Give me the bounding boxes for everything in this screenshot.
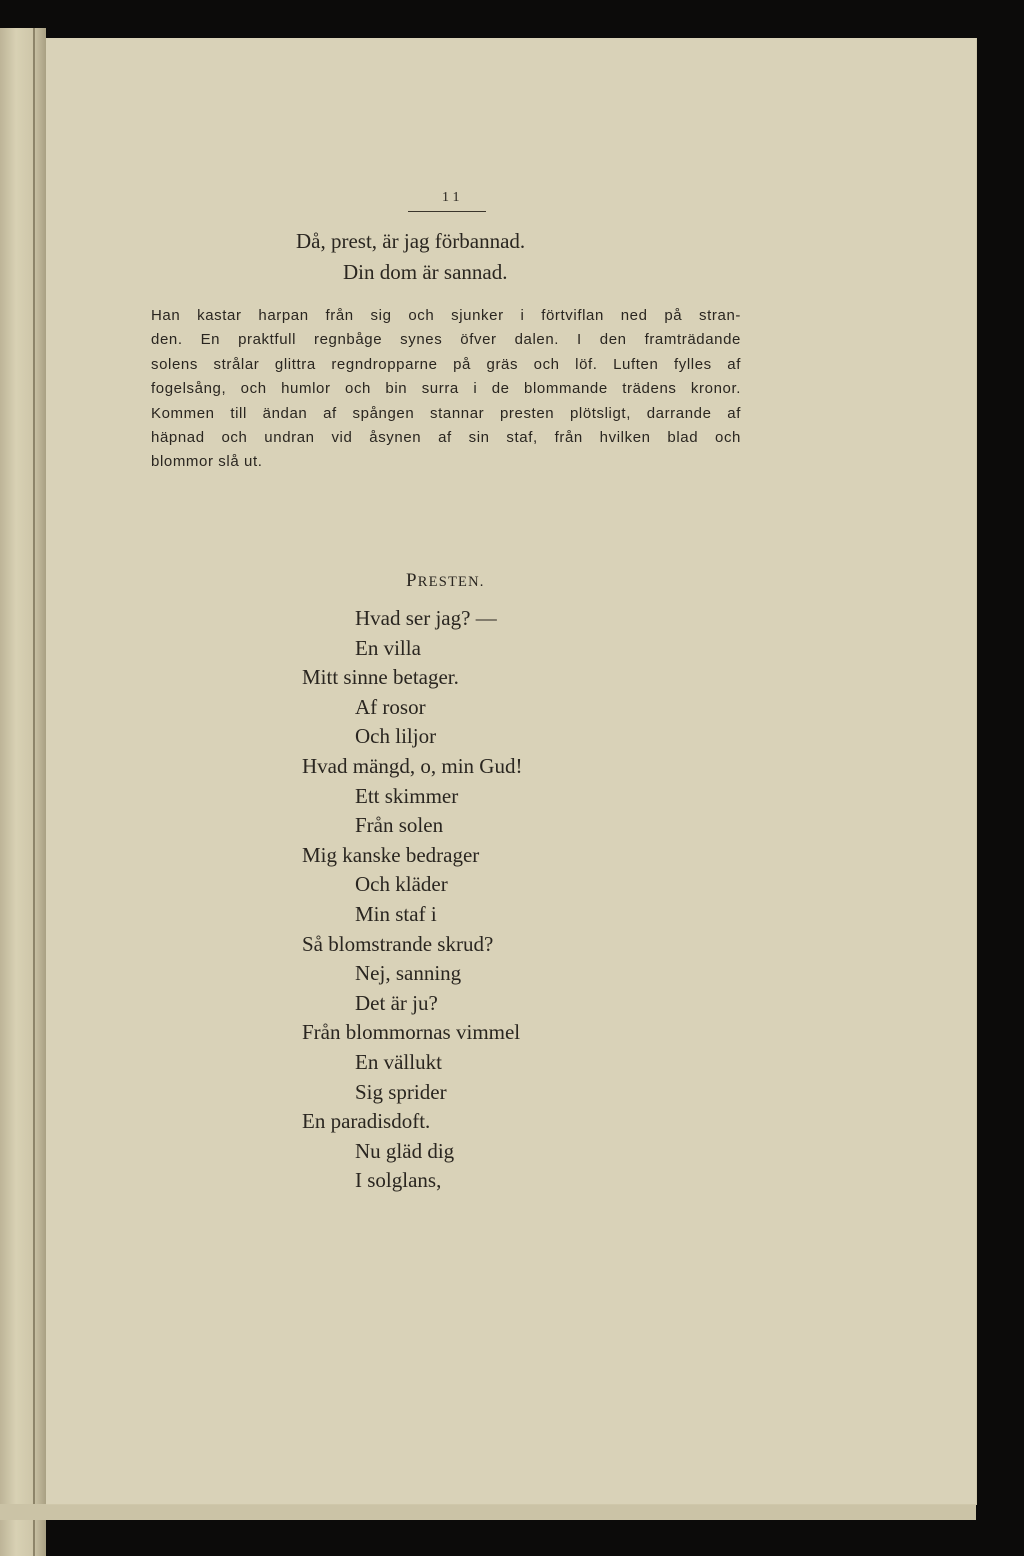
poem-line: Hvad ser jag? — bbox=[355, 606, 497, 630]
poem-line: Nej, sanning bbox=[355, 961, 462, 986]
page-number: 11 bbox=[442, 190, 464, 205]
poem-line: Från solen bbox=[355, 813, 444, 838]
poem-line: En paradisdoft. bbox=[302, 1109, 431, 1134]
page bbox=[46, 38, 977, 1505]
verse-line: Då, prest, är jag förbannad. bbox=[296, 229, 526, 253]
book-spine-edge bbox=[0, 28, 46, 1556]
stage-direction-line: Kommen till ändan af spången stannar presten plötsligt, darrande af bbox=[151, 404, 741, 422]
poem-line: Mitt sinne betager. bbox=[302, 665, 459, 690]
page-number-rule bbox=[408, 211, 486, 212]
poem-line: Nu gläd dig bbox=[355, 1138, 455, 1163]
poem-line: Från blommornas vimmel bbox=[302, 1020, 521, 1045]
spine-shadow-line bbox=[33, 28, 35, 1556]
speaker-heading bbox=[406, 570, 485, 592]
stage-direction-line: fogelsång, och humlor och bin surra i de blommande trädens kronor. bbox=[151, 380, 741, 398]
stage-direction-line: solens strålar glittra regndropparne på gräs och löf. Luften fylles af bbox=[151, 355, 741, 373]
stage-direction-line: den. En praktfull regnbåge synes öfver dalen. I den framträdande bbox=[151, 331, 741, 349]
stage-direction bbox=[151, 304, 741, 475]
poem-line: I solglans, bbox=[355, 1168, 442, 1193]
poem-line: Och kläder bbox=[355, 872, 448, 897]
speaker-name-rest: RESTEN. bbox=[417, 574, 485, 590]
poem-line: Ett skimmer bbox=[355, 783, 459, 808]
stage-direction-line: häpnad och undran vid åsynen af sin staf, från hvilken blad och bbox=[151, 429, 741, 447]
speaker-initial: P bbox=[406, 570, 418, 591]
poem-line: Min staf i bbox=[355, 902, 437, 926]
poem-line: Hvad mängd, o, min Gud! bbox=[302, 754, 523, 778]
poem-line: En villa bbox=[355, 635, 421, 660]
poem-line: Af rosor bbox=[355, 694, 426, 719]
poem-line: Sig sprider bbox=[355, 1079, 447, 1104]
poem-line: Så blomstrande skrud? bbox=[302, 931, 494, 956]
stage-direction-line: Han kastar harpan från sig och sjunker i förtviflan ned på stran- bbox=[151, 307, 741, 324]
poem-line: Och liljor bbox=[355, 724, 437, 749]
page-bottom-edge bbox=[0, 1504, 976, 1520]
poem-line: Det är ju? bbox=[355, 990, 438, 1015]
poem-line: En vällukt bbox=[355, 1050, 442, 1074]
verse-line: Din dom är sannad. bbox=[343, 260, 508, 284]
stage-direction-line: blommor slå ut. bbox=[151, 453, 263, 471]
poem-line: Mig kanske bedrager bbox=[302, 842, 480, 867]
